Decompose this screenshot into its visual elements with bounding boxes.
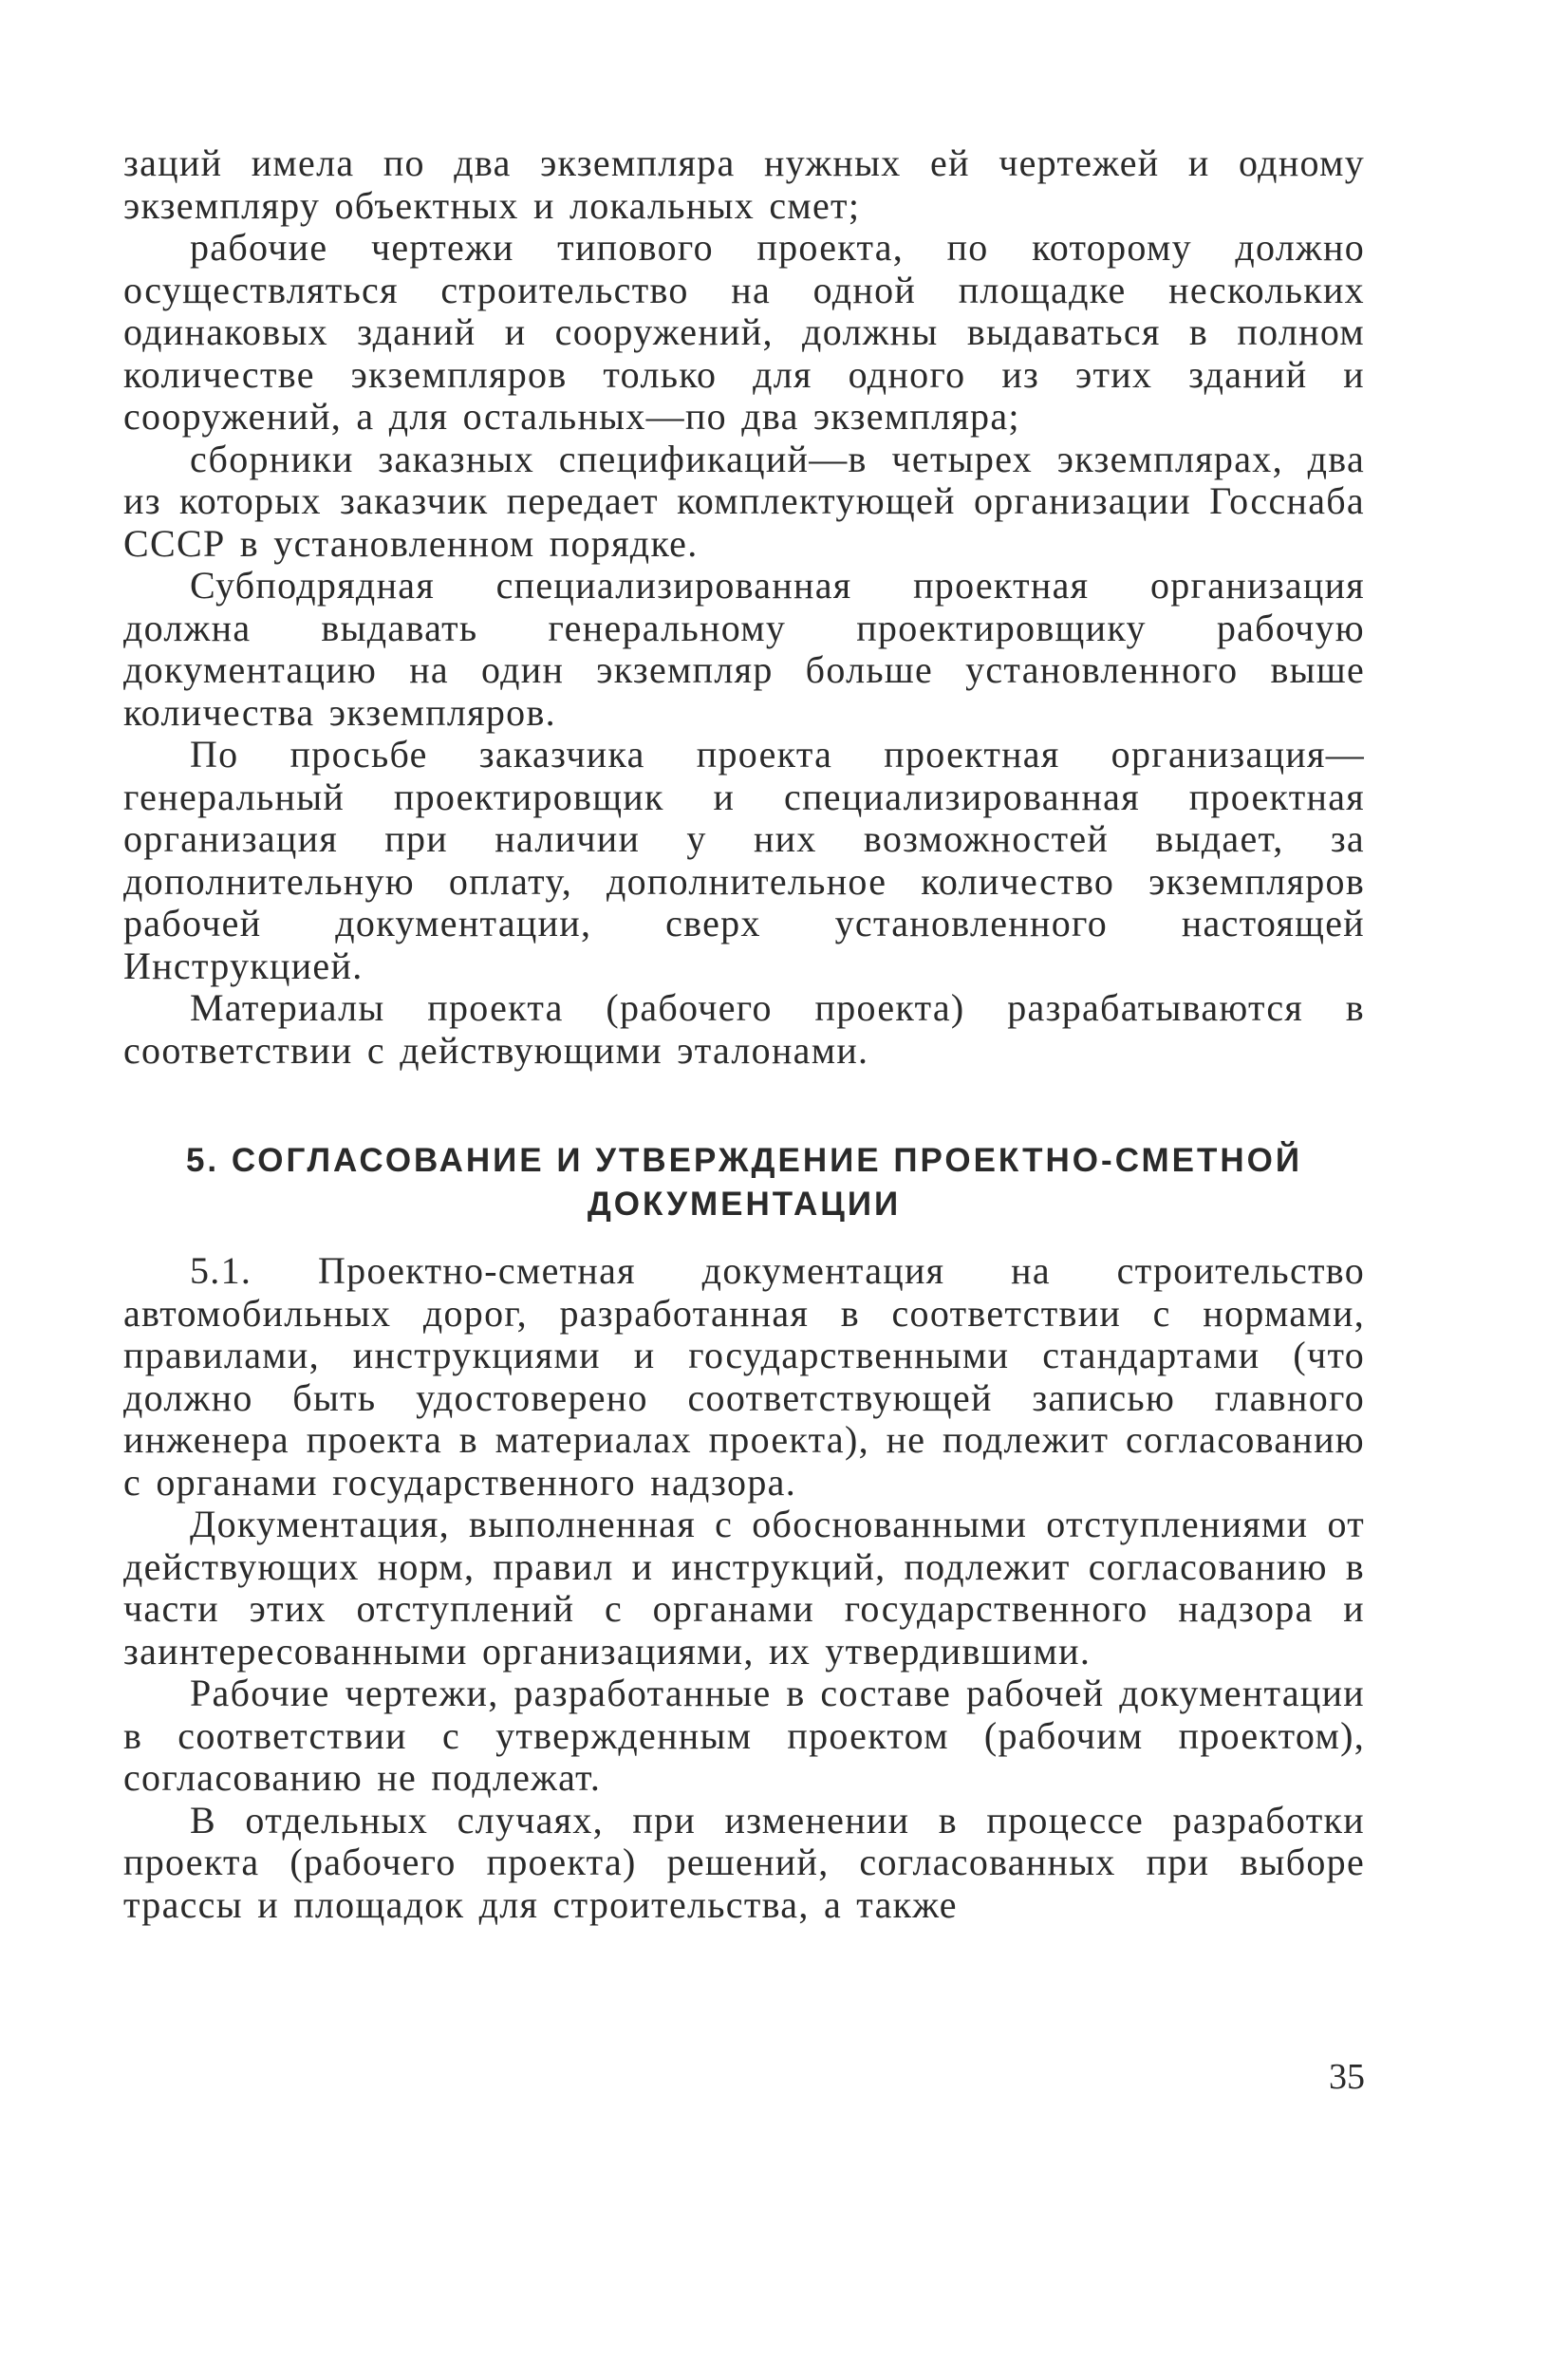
- paragraph-5-1: 5.1. Проектно-сметная документация на строительство автомобильных дорог, разработанная в соответствии с нормами, правилами, инструкциями и государственными стандартами (что должно быть удостоверено соответствующей записью главного инженера проекта в материалах проекта), не подлежит согласованию с органами государственного надзора.: [123, 1249, 1365, 1504]
- section-heading-line-2: ДОКУМЕНТАЦИИ: [587, 1186, 902, 1223]
- section-heading-line-1: 5. СОГЛАСОВАНИЕ И УТВЕРЖДЕНИЕ ПРОЕКТНО-СМЕТНОЙ: [185, 1142, 1303, 1179]
- paragraph-specifications: сборники заказных спецификаций—в четырех экземплярах, два из которых заказчик передает комплектующей организации Госснаба СССР в установленном порядке.: [123, 437, 1365, 565]
- paragraph-materials: Материалы проекта (рабочего проекта) разрабатываются в соответствии с действующими эталонами.: [123, 986, 1365, 1072]
- paragraph-customer-request: По просьбе заказчика проекта проектная организация—генеральный проектировщик и специализированная проектная организация при наличии у них возможностей выдает, за дополнительную оплату, дополнительное количество экземпляров рабочей документации, сверх установленного настоящей Инструкцией.: [123, 733, 1365, 987]
- paragraph-continued: заций имела по два экземпляра нужных ей чертежей и одному экземпляру объектных и локальных смет;: [123, 141, 1365, 227]
- page-number: 35: [1329, 2057, 1365, 2097]
- paragraph-deviations: Документация, выполненная с обоснованными отступлениями от действующих норм, правил и инструкций, подлежит согласованию в части этих отступлений с органами государственного надзора и заинтересованными организациями, их утвердившими.: [123, 1503, 1365, 1673]
- paragraph-typical-drawings: рабочие чертежи типового проекта, по которому должно осуществляться строительство на одной площадке нескольких одинаковых зданий и сооружений, должны выдаваться в полном количестве экземпляров только для одного из этих зданий и сооружений, а для остальных—по два экземпляра;: [123, 226, 1365, 438]
- section-heading: [123, 1139, 1365, 1226]
- paragraph-special-cases: В отдельных случаях, при изменении в процессе разработки проекта (рабочего проекта) решений, согласованных при выборе трассы и площадок для строительства, а также: [123, 1798, 1365, 1926]
- bottom-text-section: [123, 1250, 1365, 1926]
- paragraph-working-drawings: Рабочие чертежи, разработанные в составе рабочей документации в соответствии с утвержденным проектом (рабочим проектом), согласованию не подлежат.: [123, 1672, 1365, 1799]
- paragraph-subcontractor: Субподрядная специализированная проектная организация должна выдавать генеральному проектировщику рабочую документацию на один экземпляр больше установленного выше количества экземпляров.: [123, 564, 1365, 734]
- top-text-section: [123, 142, 1365, 1072]
